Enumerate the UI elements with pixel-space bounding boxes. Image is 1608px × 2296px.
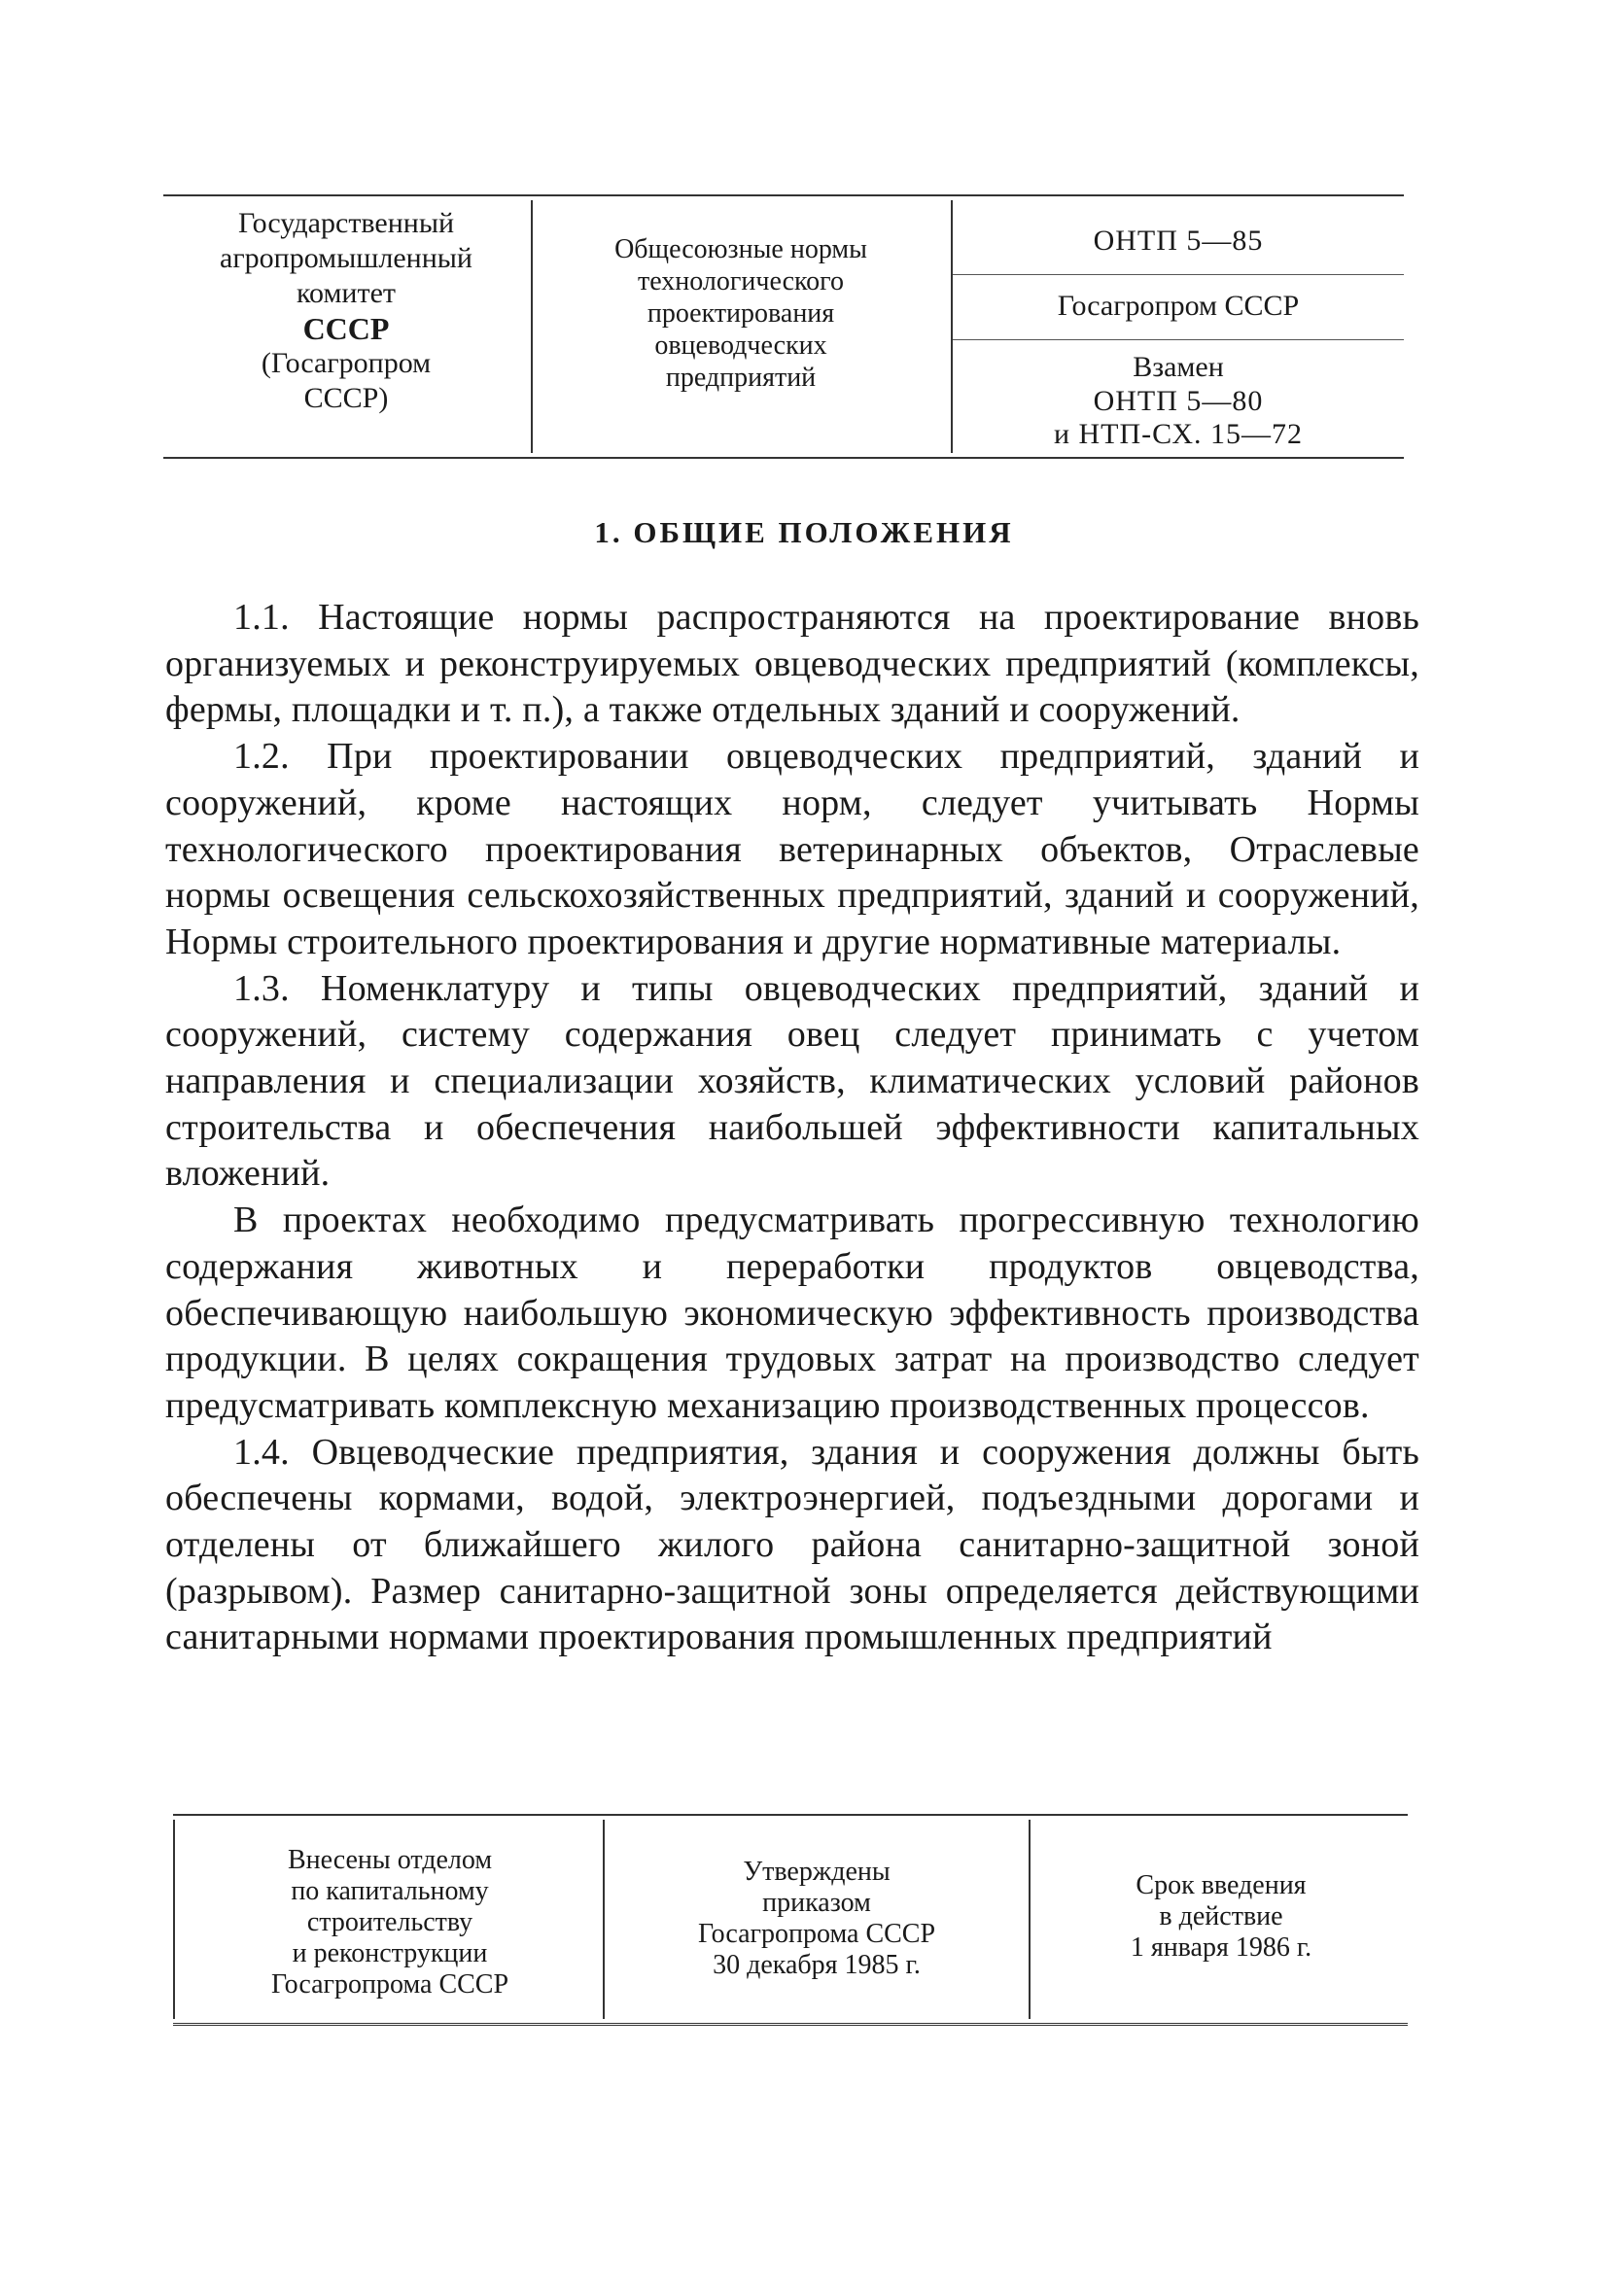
introduced-line: Внесены отделом (287, 1845, 493, 1875)
paragraph: 1.3. Номенклатуру и типы овцеводческих предприятий, зданий и сооружений, систему содержания овец следует принимать с учетом направления и специализации хозяйств, климатических условий районов строительства и обеспечения наибольшей эффективности капитальных вложений. (165, 967, 1419, 1195)
section-title: 1. ОБЩИЕ ПОЛОЖЕНИЯ (594, 515, 1014, 549)
replaces-label: Взамен (1133, 351, 1224, 383)
effective-cell (1034, 1870, 1408, 1964)
issuer-line: комитет (296, 277, 397, 309)
issuer-line: СССР (302, 311, 390, 346)
norm-title-line: Общесоюзные нормы (614, 234, 867, 264)
paragraph: В проектах необходимо предусматривать прогрессивную технологию содержания животных и переработки продуктов овцеводства, обеспечивающую наибольшую экономическую эффективность производства продукции. В целях сокращения трудовых затрат на производство следует предусматривать комплексную механизацию производственных процессов. (165, 1200, 1419, 1426)
issuer-cell (163, 206, 529, 447)
norm-title-cell (533, 206, 949, 447)
introduced-cell (181, 1845, 599, 2000)
header-table (163, 194, 1404, 459)
body-text (165, 595, 1419, 1661)
code-cell (953, 206, 1404, 450)
approved-cell (609, 1857, 1025, 1981)
paragraph: 1.2. При проектировании овцеводческих предприятий, зданий и сооружений, кроме настоящих норм, следует учитывать Нормы технологического проектирования ветеринарных объектов, Отраслевые нормы освещения сельскохозяйственных предприятий, зданий и сооружений, Нормы строительного проектирования и другие нормативные материалы. (165, 736, 1419, 962)
issuer-line: Государственный (237, 207, 455, 239)
effective-line: 1 января 1986 г. (1130, 1932, 1312, 1963)
effective-line: Срок введения (1136, 1870, 1307, 1900)
norm-title-line: проектирования (647, 298, 835, 329)
table-edge (173, 1820, 175, 2019)
replaces-line: и НТП-СХ. 15—72 (1053, 418, 1304, 450)
paragraph: 1.4. Овцеводческие предприятия, здания и сооружения должны быть обеспечены кормами, водой, электроэнергией, подъездными дорогами и отделены от ближайшего жилого района санитарно-защитной зоной (разрывом). Размер санитарно-защитной зоны определяется действующими санитарными нормами проектирования промышленных предприятий (165, 1431, 1419, 1658)
norm-title-line: технологического (638, 266, 844, 296)
column-divider (1029, 1820, 1031, 2019)
norm-title-line: овцеводческих (654, 330, 827, 361)
footer-table (173, 1814, 1408, 2026)
column-divider (603, 1820, 605, 2019)
introduced-line: по капитальному (291, 1876, 489, 1906)
norm-title-line: предприятий (665, 363, 817, 393)
approved-line: 30 декабря 1985 г. (713, 1950, 921, 1980)
introduced-line: Госагропрома СССР (270, 1969, 509, 2000)
effective-line: в действие (1159, 1901, 1283, 1931)
replaces-line: ОНТП 5—80 (1093, 385, 1264, 417)
norm-code: ОНТП 5—85 (1093, 225, 1264, 257)
issuer-line: СССР) (303, 382, 389, 414)
approved-line: приказом (762, 1888, 871, 1918)
agency-name: Госагропром СССР (953, 274, 1404, 340)
issuer-line: агропромышленный (220, 242, 472, 274)
approved-line: Утверждены (743, 1857, 891, 1887)
issuer-line: (Госагропром (261, 347, 432, 379)
introduced-line: и реконструкции (292, 1938, 488, 1968)
paragraph: 1.1. Настоящие нормы распространяются на проектирование вновь организуемых и реконструируемых овцеводческих предприятий (комплексы, фермы, площадки и т. п.), а также отдельных зданий и сооружений. (165, 597, 1419, 731)
approved-line: Госагропрома СССР (697, 1919, 936, 1949)
introduced-line: строительству (306, 1907, 473, 1937)
